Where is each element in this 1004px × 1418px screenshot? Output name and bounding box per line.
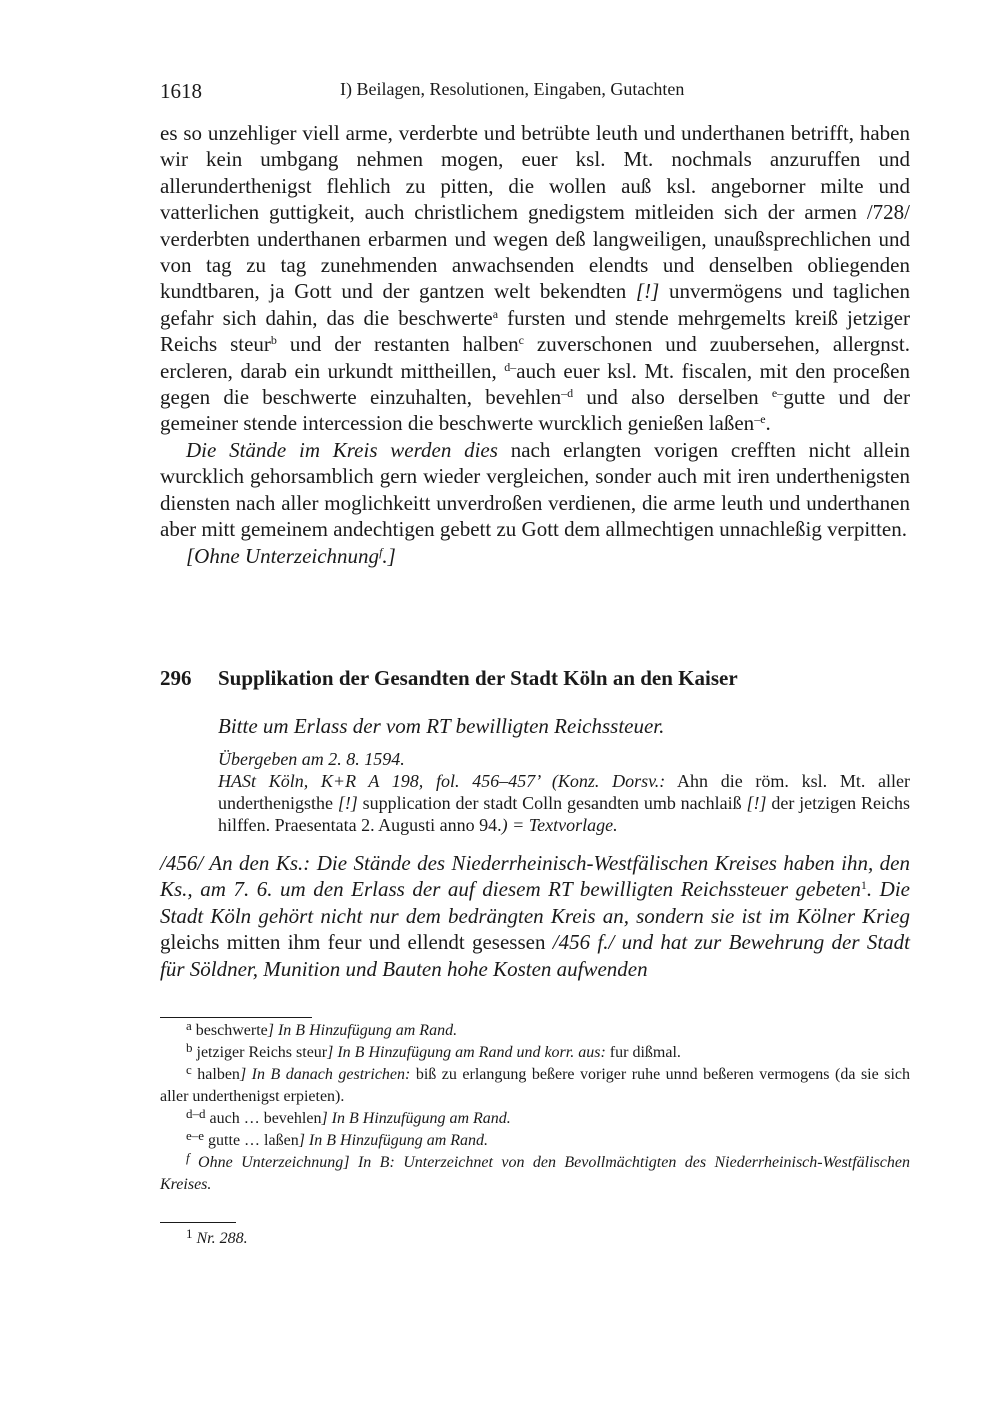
footnote: $^c$ halben] In B danach gestrichen: biß zu erlangung beßere voriger ruhe unnd beßeren vermogens (da sie sich aller underthenigst erpieten).: [160, 1062, 910, 1105]
document-summary: /456/ An den Ks.: Die Stände des Niederrheinisch-Westfälischen Kreises haben ihn, den Ks., am 7. 6. um den Erlass der auf diesem RT bewilligten Reichssteuer gebeten$^1$. Die Stadt Köln gehört nicht nur dem bedrängten Kreis an, sondern sie ist im Kölner Krieg gleichs mitten ihm feur und ellendt gesessen /456 f./ und hat zur Bewehrung der Stadt für Söldner, Munition und Bauten hohe Kosten aufwenden: [160, 851, 910, 981]
document-number: 296: [160, 666, 192, 690]
footnote: $^a$ beschwerte] In B Hinzufügung am Rand.: [186, 1018, 458, 1039]
footnote-ref-c[interactable]: c: [518, 333, 524, 348]
footnote-ref-d-end[interactable]: –d: [561, 386, 574, 401]
footnote: $^{d-d}$ auch … bevehlen] In B Hinzufügung am Rand.: [186, 1106, 511, 1127]
document-title: Supplikation der Gesandten der Stadt Köln an den Kaiser: [218, 666, 738, 690]
numbered-footnotes: [160, 1228, 910, 1250]
footnote-divider-numbered: [160, 1222, 236, 1223]
footnote-ref-e-end[interactable]: –e: [754, 412, 766, 427]
footnote-ref-1[interactable]: 1: [860, 878, 867, 893]
running-header: [160, 79, 910, 107]
main-text: [160, 120, 910, 569]
document-date: Übergeben am 2. 8. 1594.: [218, 749, 405, 769]
document-metadata: [218, 748, 910, 836]
running-title: I) Beilagen, Resolutionen, Eingaben, Gutachten: [340, 79, 685, 99]
footnote-divider: [160, 1017, 312, 1018]
footnote: $^b$ jetziger Reichs steur] In B Hinzufügung am Rand und korr. aus: fur dißmal.: [186, 1040, 681, 1061]
footnote-ref-d-start[interactable]: d–: [504, 359, 517, 374]
document-heading: [160, 666, 910, 691]
footnote: $^1$ Nr. 288.: [186, 1226, 248, 1247]
paragraph-continuation: es so unzehliger viell arme, verderbte und betrübte leuth und underthanen betrifft, haben wir kein umbgang nehmen mogen, euer ksl. Mt. nochmals anzuruffen und allerunderthenigst flehlich zu pitten, die wollen auß ksl. angeborner milte und vatterlichen guttigkeit, auch christlichem gnedigstem mitleiden sich der armen /728/ verderbten underthanen erbarmen und wegen deß langweiligen, unaußsprechlichen und von tag zu tag zunehmenden anwachsenden elendts und denselben obliegenden kundtbaren, ja Gott und der gantzen welt bekendten [!] unvermögens und taglichen gefahr sich dahin, das die beschwerte$^a$ fursten und stende mehrgemelts kreiß jetziger Reichs steur$^b$ und der restanten halben$^c$ zuverschonen und zuubersehen, allergnst. ercleren, darab ein urkundt mittheillen, $^{d-}$auch euer ksl. Mt. fiscalen, mit den proceßen gegen die beschwerte einzuhalten, bevehlen$^{-d}$ und also derselben $^{e-}$gutte und der gemeiner stende intercession die beschwerte wurcklich genießen laßen$^{-e}$.: [160, 121, 911, 436]
footnote-ref-f[interactable]: f: [379, 544, 383, 559]
regest: Bitte um Erlass der vom RT bewilligten Reichssteuer.: [218, 714, 665, 738]
document-source: HASt Köln, K+R A 198, fol. 456–457’ (Konz. Dorsv.: Ahn die röm. ksl. Mt. aller underthenigsthe [!] supplication der stadt Colln gesandten umb nachlaiß [!] der jetzigen Reichs hilffen. Praesentata 2. Augusti anno 94.) = Textvorlage.: [218, 771, 910, 835]
sic-mark: [!]: [635, 279, 660, 304]
paragraph: Die Stände im Kreis werden dies nach erlangten vorigen crefften nicht allein wurcklich gehorsamblich gern wieder vergleichen, sonder auch mit iren underthenigsten diensten nach aller moglichkeitt unverdroßen verdienen, die arme leuth und underthanen aber mitt gemeinem andechtigen gebett zu Gott dem allmechtigen unnachleßig verpitten.: [160, 437, 911, 542]
critical-apparatus: [160, 1020, 910, 1196]
footnote-ref-e-start[interactable]: e–: [771, 386, 784, 401]
footnote-ref-b[interactable]: b: [270, 333, 277, 348]
signature-note: [Ohne Unterzeichnung$^f$.]: [186, 543, 396, 568]
footnote-ref-a[interactable]: a: [492, 306, 499, 321]
footnote: $^{e-e}$ gutte … laßen] In B Hinzufügung am Rand.: [186, 1128, 489, 1149]
footnote: $^f$ Ohne Unterzeichnung] In B: Unterzeichnet von den Bevollmächtigten des Niederrheinisch-Westfälischen Kreises.: [160, 1150, 911, 1193]
page-number: 1618: [160, 79, 202, 103]
